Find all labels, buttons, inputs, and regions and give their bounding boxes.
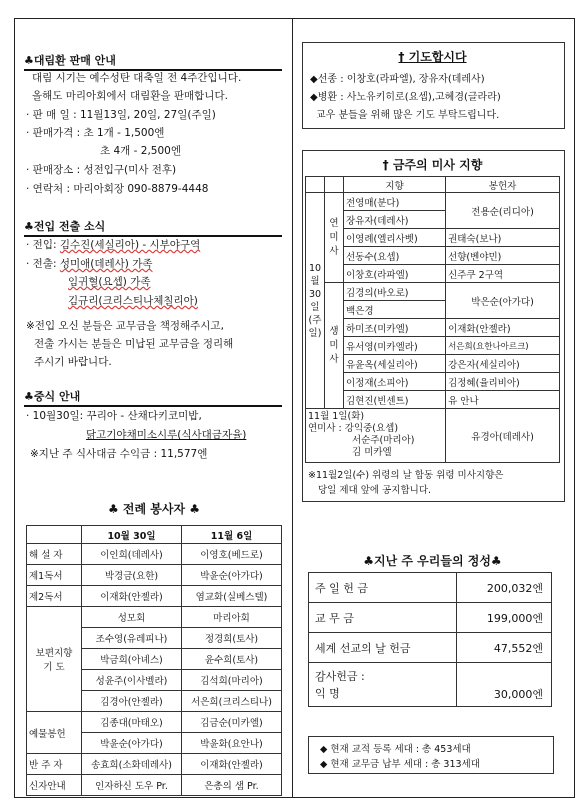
prayer-line3: 교우 분들을 위해 많은 기도 부탁드립니다. xyxy=(316,110,500,121)
move-out xyxy=(26,256,153,271)
service-prayer-a: 박금희(아녜스) xyxy=(82,649,182,670)
service-newcomer-a: 인자하신 도우 Pr. xyxy=(82,775,182,796)
service-b: 이영호(베드로) xyxy=(182,544,282,565)
mass-nov-donor: 유경아(데레사) xyxy=(446,409,560,463)
mass-intent: 전영매(분다) xyxy=(344,193,446,211)
service-prayer-role: 보편지향 기 도 xyxy=(27,607,82,712)
mass-intent: 장유자(데레사) xyxy=(344,211,446,229)
mass-intent: 선동수(요셉) xyxy=(344,247,446,265)
offering-table xyxy=(308,572,552,707)
move-in xyxy=(26,237,200,252)
service-offer-b: 김금순(미카엘) xyxy=(182,712,282,733)
offering-thanks-label2: 익 명 xyxy=(315,686,340,700)
offering-title: ♣지난 주 우리들의 정성♣ xyxy=(363,554,502,568)
service-prayer-a: 성윤주(이사벨라) xyxy=(82,670,182,691)
mass-row xyxy=(306,193,560,211)
service-newcomer-b: 은총의 샘 Pr. xyxy=(182,775,282,796)
service-role: 제1독서 xyxy=(27,565,82,586)
prayer-title-text: † 기도합시다 xyxy=(398,50,467,64)
mass-note1: ※11월2일(수) 위령의 날 합동 위령 미사지향은 xyxy=(308,470,504,481)
mass-intent: 이정재(소피아) xyxy=(344,373,446,391)
service-newcomer-role: 신자안내 xyxy=(27,775,82,796)
mass-intent: 이영례(엘리사벳) xyxy=(344,229,446,247)
service-col2: 11월 6일 xyxy=(182,526,282,544)
mass-row xyxy=(306,319,560,337)
offering-thanks-row xyxy=(309,663,552,707)
service-b: 염교화(실베스텔) xyxy=(182,586,282,607)
service-accomp-row xyxy=(27,754,282,775)
service-accomp-a: 송효희(소화데레사) xyxy=(82,754,182,775)
sale-contact: · 연락처 : 마리아회장 090-8879-4448 xyxy=(26,183,209,195)
move-title: ♣전입 전출 소식 xyxy=(24,218,282,237)
service-role: 제2독서 xyxy=(27,586,82,607)
mass-nov-line2: 연미사 : 강익중(요셉) xyxy=(308,423,399,434)
stats-line1: ◆ 현재 교적 등록 세대 : 총 453세대 xyxy=(320,744,471,755)
service-table xyxy=(26,525,282,796)
mass-intent: 김현진(빈센트) xyxy=(344,391,446,409)
service-offer-b: 박윤화(요안나) xyxy=(182,733,282,754)
service-prayer-b: 마리아회 xyxy=(182,607,282,628)
prayer-line2: ◆병환 : 사노유키히로(요셉),고혜경(글라라) xyxy=(310,92,501,103)
service-offer-role: 예물봉헌 xyxy=(27,712,82,754)
prayer-line1: ◆선종 : 이창호(라파엘), 장유자(데레사) xyxy=(310,74,485,85)
service-row xyxy=(27,586,282,607)
offering-value: 47,552엔 xyxy=(456,633,551,663)
mass-header-blank2 xyxy=(325,177,344,193)
sale-price2: 초 4개 - 2,500엔 xyxy=(100,145,181,157)
service-prayer-b: 윤수희(토사) xyxy=(182,649,282,670)
mass-group2: 생미사 xyxy=(325,283,344,409)
mass-title: † 금주의 미사 지향 xyxy=(382,158,483,172)
mass-donor: 서은희(요한나아르크) xyxy=(446,337,560,355)
move-note3: 주시기 바랍니다. xyxy=(34,356,112,368)
mass-nov-cell xyxy=(306,409,446,463)
mass-nov-row xyxy=(306,409,560,463)
mass-row xyxy=(306,247,560,265)
mass-nov-line3: 서순주(마리아) xyxy=(352,435,415,446)
move-in-label: · 전입: xyxy=(26,239,60,251)
move-out1: 성미애(데레사) 가족 xyxy=(59,258,153,270)
move-in-value: 김수진(세실리아) - 시부야구역 xyxy=(59,239,201,251)
mass-donor: 권태숙(보나) xyxy=(446,229,560,247)
service-prayer-b: 김석희(마리아) xyxy=(182,670,282,691)
sale-date: · 판 매 일 : 11월13일, 20일, 27일(주일) xyxy=(26,109,216,121)
move-out2: 임귀혈(요셉) 가족 xyxy=(68,276,151,288)
service-a: 박경금(요한) xyxy=(82,565,182,586)
mass-row xyxy=(306,355,560,373)
service-b: 박윤순(아가다) xyxy=(182,565,282,586)
mass-intent: 유윤옥(세실리아) xyxy=(344,355,446,373)
sale-price1: · 판매가격 : 초 1개 - 1,500엔 xyxy=(26,127,165,139)
offering-row xyxy=(309,633,552,663)
mass-intent: 이창호(라파엘) xyxy=(344,265,446,283)
sale-place: · 판매장소 : 성전입구(미사 전후) xyxy=(26,164,177,176)
sale-line2: 올해도 마리아회에서 대림환을 판매합니다. xyxy=(32,90,228,102)
offering-label: 교 무 금 xyxy=(309,603,457,633)
service-header-blank xyxy=(27,526,82,544)
service-offer-row xyxy=(27,712,282,733)
service-title: ♣ 전례 봉사자 ♣ xyxy=(107,502,200,516)
mass-row xyxy=(306,229,560,247)
meal-line2-text: 닭고기야채미소시루(식사대금자율) xyxy=(86,429,247,441)
mass-intent: 유서영(미카엘라) xyxy=(344,337,446,355)
offering-value: 200,032엔 xyxy=(456,573,551,603)
service-offer-a: 박윤순(아가다) xyxy=(82,733,182,754)
service-accomp-b: 이재화(안젤라) xyxy=(182,754,282,775)
mass-row xyxy=(306,391,560,409)
mass-nov-line4: 김 미카엘 xyxy=(352,447,392,458)
mass-note2: 당일 제대 앞에 공지합니다. xyxy=(318,485,432,496)
service-a: 이재화(안젤라) xyxy=(82,586,182,607)
mass-row xyxy=(306,265,560,283)
mass-intent: 김경의(바오로) xyxy=(344,283,446,301)
meal-line2 xyxy=(86,427,246,442)
mass-row xyxy=(306,283,560,301)
service-accomp-role: 반 주 자 xyxy=(27,754,82,775)
mass-donor: 신주쿠 2구역 xyxy=(446,265,560,283)
service-prayer-a: 조수영(유레피나) xyxy=(82,628,182,649)
meal-line1: · 10월30일: 꾸리아 - 산채다키코미밥, xyxy=(26,410,202,422)
service-prayer-b: 정경희(토사) xyxy=(182,628,282,649)
offering-label: 주 일 헌 금 xyxy=(309,573,457,603)
mass-col1: 지향 xyxy=(344,177,446,193)
mass-donor: 이재화(안젤라) xyxy=(446,319,560,337)
offering-label: 세계 선교의 날 헌금 xyxy=(309,633,457,663)
move-out3: 김규리(크리스티나체칠리아) xyxy=(68,295,198,307)
column-divider xyxy=(292,18,293,798)
move-out-label: · 전출: xyxy=(26,258,60,270)
meal-line3: ※지난 주 식사대금 수익금 : 11,577엔 xyxy=(30,448,208,460)
service-newcomer-row xyxy=(27,775,282,796)
mass-col2: 봉헌자 xyxy=(446,177,560,193)
service-offer-a: 김종대(마태오) xyxy=(82,712,182,733)
service-col1: 10월 30일 xyxy=(82,526,182,544)
stats-line2: ◆ 현재 교무금 납부 세대 : 총 313세대 xyxy=(320,759,480,770)
move-note1: ※전입 오신 분들은 교무금을 책정해주시고, xyxy=(26,320,224,332)
mass-intent: 백은경 xyxy=(344,301,446,319)
service-prayer-a: 김경아(안젤라) xyxy=(82,691,182,712)
mass-donor: 유 안나 xyxy=(446,391,560,409)
service-prayer-row xyxy=(27,607,282,628)
mass-header-blank1 xyxy=(306,177,325,193)
offering-thanks-label1: 감사헌금 : xyxy=(315,669,365,683)
service-prayer-b: 서은희(크리스티나) xyxy=(182,691,282,712)
mass-donor: 강은자(세실리아) xyxy=(446,355,560,373)
mass-row xyxy=(306,373,560,391)
offering-row xyxy=(309,573,552,603)
service-header-row xyxy=(27,526,282,544)
mass-date: 10월30일(주일) xyxy=(306,193,325,409)
service-row xyxy=(27,565,282,586)
sale-title: ♣대림환 판매 안내 xyxy=(24,52,282,71)
mass-donor: 김정혜(율리비아) xyxy=(446,373,560,391)
mass-nov-line1: 11월 1일(화) xyxy=(308,411,365,422)
service-a: 이인희(데레사) xyxy=(82,544,182,565)
offering-thanks-value: 30,000엔 xyxy=(456,663,551,707)
service-role: 해 설 자 xyxy=(27,544,82,565)
mass-donor: 선향(벤야민) xyxy=(446,247,560,265)
sale-line1: 대림 시기는 예수성탄 대축일 전 4주간입니다. xyxy=(32,72,242,84)
mass-donor: 전용순(리디아) xyxy=(446,193,560,229)
mass-donor: 박은순(아가다) xyxy=(446,283,560,319)
mass-intent: 하미조(미카엘) xyxy=(344,319,446,337)
service-row xyxy=(27,544,282,565)
offering-row xyxy=(309,603,552,633)
move-note2: 전출 가시는 분들은 미납된 교무금을 정리해 xyxy=(34,338,234,350)
meal-title: ♣중식 안내 xyxy=(24,388,282,407)
mass-group1: 연미사 xyxy=(325,193,344,283)
service-prayer-a: 성모회 xyxy=(82,607,182,628)
mass-row xyxy=(306,337,560,355)
mass-header-row xyxy=(306,177,560,193)
offering-value: 199,000엔 xyxy=(456,603,551,633)
prayer-title xyxy=(302,48,563,65)
offering-thanks-label xyxy=(309,663,457,707)
mass-table xyxy=(305,176,560,463)
